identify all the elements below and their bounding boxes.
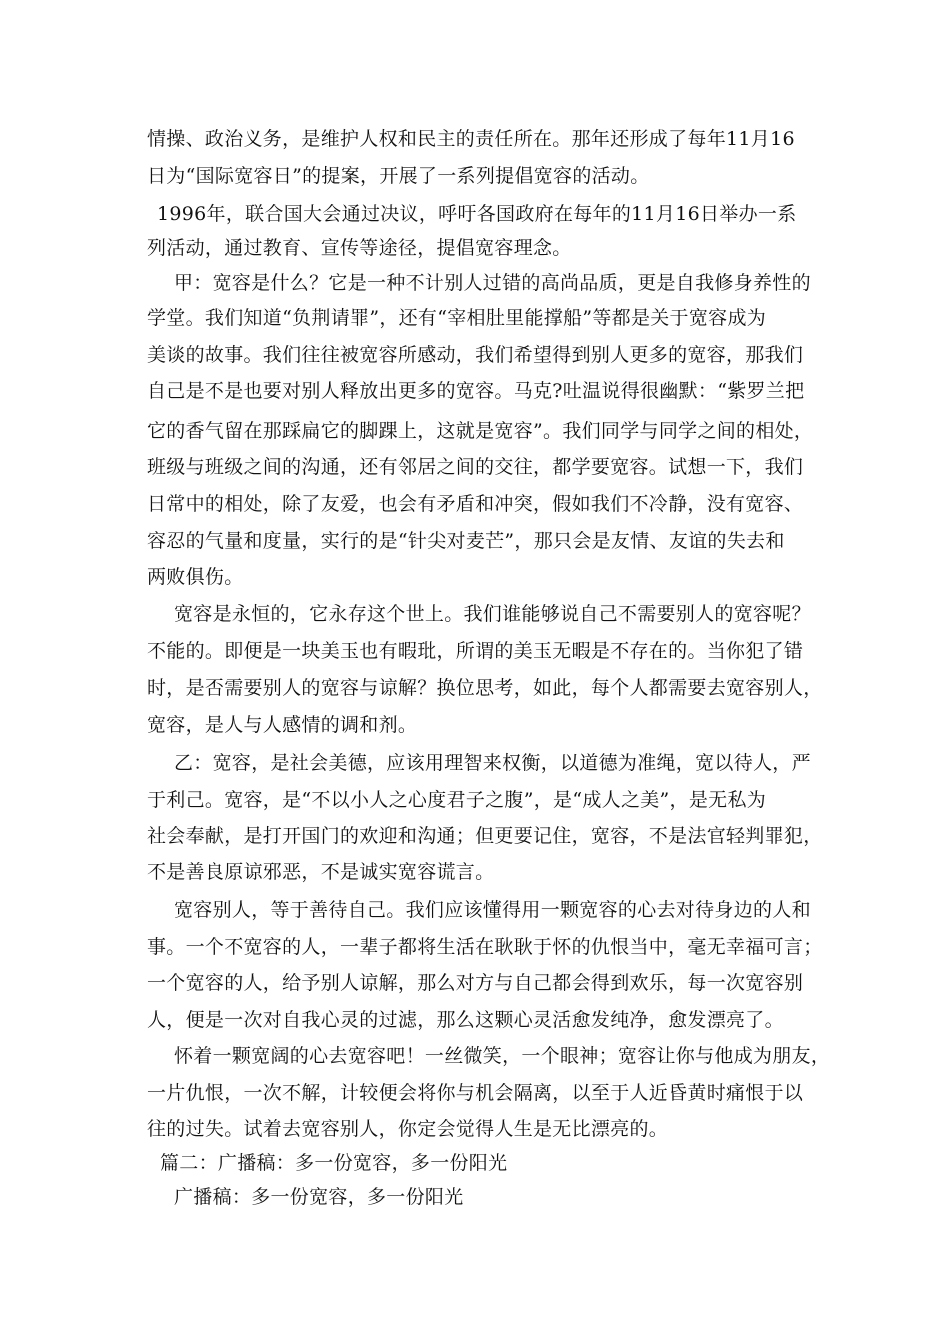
- text-line: 宽容别人，等于善待自己。我们应该懂得用一颗宽容的心去对待身边的人和: [174, 899, 811, 921]
- text-line: 时，是否需要别人的宽容与谅解？换位思考，如此，每个人都需要去宽容别人，: [147, 677, 823, 699]
- text-line: 班级与班级之间的沟通，还有邻居之间的交往，都学要宽容。试想一下，我们: [147, 456, 804, 478]
- text-line: 容忍的气量和度量，实行的是“针尖对麦芒”，那只会是友情、友谊的失去和: [147, 530, 785, 552]
- text-line: 日常中的相处，除了友爱，也会有矛盾和冲突，假如我们不冷静，没有宽容、: [147, 493, 804, 515]
- text-line: 学堂。我们知道“负荆请罪”，还有“宰相肚里能撑船”等都是关于宽容成为: [147, 307, 767, 329]
- text-line: 往的过失。试着去宽容别人，你定会觉得人生是无比漂亮的。: [147, 1118, 669, 1140]
- text-line: 1996年，联合国大会通过决议，呼吁各国政府在每年的11月16日举办一系: [157, 203, 797, 225]
- text-line: 日为“国际宽容日”的提案，开展了一系列提倡宽容的活动。: [147, 165, 650, 187]
- text-line: 怀着一颗宽阔的心去宽容吧！一丝微笑，一个眼神；宽容让你与他成为朋友，: [174, 1045, 831, 1067]
- section-heading: 篇二：广播稿：多一份宽容，多一份阳光: [160, 1152, 508, 1174]
- text-line: 两败俱伤。: [147, 566, 244, 588]
- text-line: 不能的。即便是一块美玉也有暇玭，所谓的美玉无暇是不存在的。当你犯了错: [147, 640, 804, 662]
- text-line: 情操、政治义务，是维护人权和民主的责任所在。那年还形成了每年11月16: [147, 128, 795, 150]
- section-subheading: 广播稿：多一份宽容，多一份阳光: [174, 1186, 464, 1208]
- text-line: 乙：宽容，是社会美德，应该用理智来权衡，以道德为准绳，宽以待人，严: [174, 752, 811, 774]
- text-line: 它的香气留在那踩扁它的脚踝上，这就是宽容”。我们同学与同学之间的相处，: [147, 420, 814, 442]
- text-line: 美谈的故事。我们往往被宽容所感动，我们希望得到别人更多的宽容，那我们: [147, 344, 804, 366]
- text-line: 一个宽容的人，给予别人谅解，那么对方与自己都会得到欢乐，每一次宽容别: [147, 972, 804, 994]
- text-line: 自己是不是也要对别人释放出更多的宽容。马克?吐温说得很幽默：“紫罗兰把: [147, 380, 805, 402]
- text-line: 一片仇恨，一次不解，计较便会将你与机会隔离，以至于人近昏黄时痛恨于以: [147, 1082, 804, 1104]
- text-line: 于利己。宽容，是“不以小人之心度君子之腹”，是“成人之美”，是无私为: [147, 789, 767, 811]
- text-line: 不是善良原谅邪恶，不是诚实宽容谎言。: [147, 861, 495, 883]
- text-line: 甲：宽容是什么？它是一种不计别人过错的高尚品质，更是自我修身养性的: [174, 272, 811, 294]
- text-line: 宽容，是人与人感情的调和剂。: [147, 714, 418, 736]
- text-line: 社会奉献，是打开国门的欢迎和沟通；但更要记住，宽容，不是法官轻判罪犯，: [147, 825, 823, 847]
- text-line: 宽容是永恒的，它永存这个世上。我们谁能够说自己不需要别人的宽容呢？: [174, 603, 811, 625]
- text-line: 列活动，通过教育、宣传等途径，提倡宽容理念。: [147, 237, 572, 259]
- text-line: 事。一个不宽容的人，一辈子都将生活在耿耿于怀的仇恨当中，毫无幸福可言；: [147, 936, 823, 958]
- text-line: 人，便是一次对自我心灵的过滤，那么这颗心灵活愈发纯净，愈发漂亮了。: [147, 1009, 784, 1031]
